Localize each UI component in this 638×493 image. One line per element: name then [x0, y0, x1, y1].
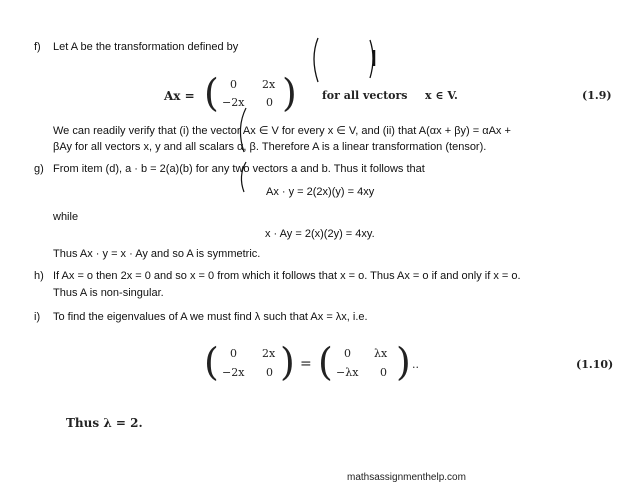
item-g-eq1: Ax · y = 2(2x)(y) = 4xy — [266, 186, 375, 198]
eq-1-10-right-close-paren: ) — [396, 340, 411, 384]
item-f-label: f) — [34, 41, 41, 53]
eq-1-9-m22: 0 — [266, 96, 273, 109]
item-g-while: while — [53, 211, 79, 223]
eq-1-10-l11: 0 — [230, 347, 237, 360]
eq-1-9-m11: 0 — [230, 78, 237, 91]
eq-1-10-l12: 2x — [262, 347, 276, 360]
eq-1-10-r22: 0 — [380, 366, 387, 379]
item-g-line1: From item (d), a · b = 2(a)(b) for any two vectors a and b. Thus it follows that — [53, 163, 425, 175]
item-h-line2: Thus A is non-singular. — [53, 287, 164, 299]
eq-1-9-m21: −2x — [222, 96, 245, 109]
item-h-label: h) — [34, 270, 44, 282]
eq-1-9-m12: 2x — [262, 78, 276, 91]
item-h-line1: If Ax = o then 2x = 0 and so x = 0 from which it follows that x = o. Thus Ax = o if and only if x = o. — [53, 270, 521, 282]
item-i-line1: To find the eigenvalues of A we must find λ such that Ax = λx, i.e. — [53, 311, 368, 323]
eq-1-10-l21: −2x — [222, 366, 245, 379]
item-f-intro: Let A be the transformation defined by — [53, 41, 239, 53]
eq-1-10-r12: λx — [374, 347, 388, 360]
item-f-line2: βAy for all vectors x, y and all scalars α, β. Therefore A is a linear transformation (tensor). — [53, 141, 487, 153]
item-i-label: i) — [34, 311, 41, 323]
eq-1-10-number: (1.10) — [576, 358, 614, 371]
item-g-conclusion: Thus Ax · y = x · Ay and so A is symmetric. — [53, 248, 261, 260]
footer-watermark: mathsassignmenthelp.com — [347, 472, 466, 483]
eq-1-9-open-paren: ( — [204, 71, 219, 115]
eq-1-9-close-paren: ) — [282, 71, 297, 115]
eq-1-10-trail: .. — [412, 358, 419, 371]
eq-1-9-number: (1.9) — [582, 89, 612, 102]
handwritten-paren-marks-top — [300, 36, 390, 86]
eq-1-10-l22: 0 — [266, 366, 273, 379]
item-g-label: g) — [34, 163, 44, 175]
eq-1-10-right-open-paren: ( — [318, 340, 333, 384]
eq-1-9-lhs: Ax = — [164, 89, 195, 103]
eq-1-10-left-close-paren: ) — [280, 340, 295, 384]
eq-1-10-left-open-paren: ( — [204, 340, 219, 384]
eq-1-10-r21: −λx — [336, 366, 359, 379]
eq-1-10-equals: = — [300, 356, 312, 372]
handwritten-paren-marks-middle — [232, 104, 262, 194]
item-g-eq2: x · Ay = 2(x)(2y) = 4xy. — [265, 228, 375, 240]
eq-1-9-in-v: x ∈ V. — [425, 89, 458, 102]
eq-1-9-for-all: for all vectors — [322, 89, 408, 102]
result-line: Thus λ = 2. — [66, 416, 143, 430]
item-f-line1: We can readily verify that (i) the vector Ax ∈ V for every x ∈ V, and (ii) that A(αx + βy) = αAx + — [53, 125, 511, 137]
eq-1-10-r11: 0 — [344, 347, 351, 360]
